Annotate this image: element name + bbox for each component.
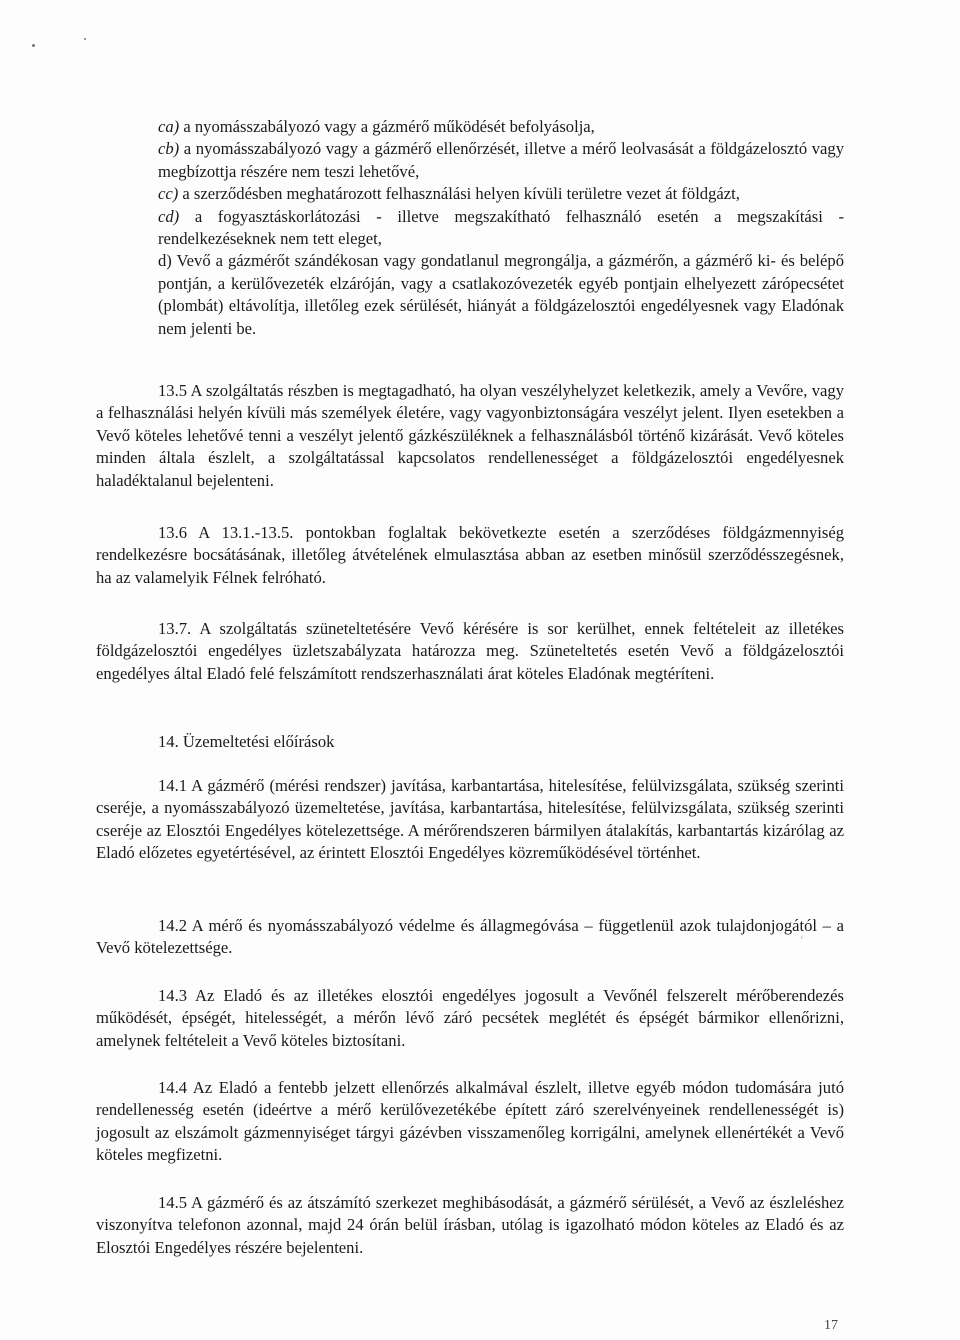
list-item-text: Vevő a gázmérőt szándékosan vagy gondatlanul megrongálja, a gázmérőn, a gázmérő ki- és belépő pontján, a kerülővezeték elzáróján, vagy a csatlakozóvezeték egyéb pontjain elhelyezett zárópecsétet (plombát) eltávolítja, illetőleg ezek sérülését, hiányát a földgázelosztói engedélyesnek vagy Eladónak nem jelenti be.: [158, 251, 844, 338]
list-item: [158, 138, 844, 183]
paragraph-text: 14.1 A gázmérő (mérési rendszer) javítása, karbantartása, hitelesítése, felülvizsgálata, szükség szerinti cseréje, a nyomásszabályozó üzemeltetése, javítása, karbantartása, hitelesítése, felülvizsgálata, szükség szerinti cseréje az Elosztói Engedélyes kötelezettsége. A mérőrendszeren bármilyen átalakítás, karbantartás kizárólag az Eladó előzetes egyetértésével, az érintett Elosztói Engedélyes közreműködésével történhet.: [96, 776, 844, 863]
paragraph-text: 13.6 A 13.1.-13.5. pontokban foglaltak bekövetkezte esetén a szerződéses földgázmennyiség rendelkezésre bocsátásának, illetőleg átvételének elmulasztása abban az esetben minősül szerződésszegésnek, ha az valamelyik Félnek felróható.: [96, 523, 844, 587]
list-item: [158, 206, 844, 251]
scan-speck: [84, 38, 86, 40]
list-item-text: a szerződésben meghatározott felhasználási helyen kívüli területre vezet át földgázt,: [178, 184, 740, 204]
list-marker: cd): [158, 206, 180, 226]
scan-mark: ʿ: [800, 935, 804, 947]
scan-speck: [32, 44, 35, 47]
list-item-text: a nyomásszabályozó vagy a gázmérő ellenőrzését, illetve a mérő leolvasását a földgázelosztó vagy megbízottja részére nem teszi lehetővé,: [158, 139, 844, 181]
list-marker: d): [158, 251, 172, 271]
paragraph-13-5: [96, 380, 844, 492]
condition-list: [158, 116, 844, 340]
paragraph-text: 14.3 Az Eladó és az illetékes elosztói engedélyes jogosult a Vevőnél felszerelt mérőberendezés működését, épségét, hitelességét, a mérőn lévő záró pecsétek meglétét és épségét bármikor ellenőrizni, amelynek feltételeit a Vevő köteles biztosítani.: [96, 986, 844, 1050]
paragraph-14-3: [96, 985, 844, 1052]
paragraph-text: 14.5 A gázmérő és az átszámító szerkezet meghibásodását, a gázmérő sérülését, a Vevő az észleléshez viszonyítva telefonon azonnal, majd 24 órán belül írásban, utólag is igazolható módon köteles az Eladó és az Elosztói Engedélyes részére bejelenteni.: [96, 1193, 844, 1257]
paragraph-text: 13.7. A szolgáltatás szüneteltetésére Vevő kérésére is sor kerülhet, ennek feltételeit az illetékes földgázelosztói engedélyes üzletszabályzata határozza meg. Szüneteltetés esetén Vevő a földgázelosztói engedélyes által Eladó felé felszámított rendszerhasználati árat köteles Eladónak megtéríteni.: [96, 619, 844, 683]
list-item: [158, 116, 844, 138]
paragraph-text: 14.2 A mérő és nyomásszabályozó védelme és állagmegóvása – függetlenül azok tulajdonjogától – a Vevő kötelezettsége.: [96, 916, 844, 958]
paragraph-text: 13.5 A szolgáltatás részben is megtagadható, ha olyan veszélyhelyzet keletkezik, amely a Vevőre, vagy a felhasználási helyén kívüli más személyek életére, vagy vagyonbiztonságára veszélyt jelent. Ilyen esetekben a Vevő köteles lehetővé tenni a veszélyt jelentő gázkészüléknek a felhasználásból történő kizárását. Vevő köteles minden általa észlelt, a szolgáltatással kapcsolatos rendellenességet a földgázelosztói engedélyesnek haladéktalanul bejelenteni.: [96, 381, 844, 490]
list-item: [158, 250, 844, 340]
list-item-text: a nyomásszabályozó vagy a gázmérő működését befolyásolja,: [179, 117, 595, 136]
paragraph-13-6: [96, 522, 844, 589]
paragraph-14-1: [96, 775, 844, 865]
paragraph-14-5: [96, 1192, 844, 1259]
paragraph-14-4: [96, 1077, 844, 1167]
list-marker: cb): [158, 139, 180, 159]
list-marker: ca): [158, 117, 180, 136]
list-item-text: a fogyasztáskorlátozási - illetve megszakítható felhasználó esetén a megszakítási - rendelkezéseknek nem tett eleget,: [158, 206, 844, 249]
list-item: [158, 183, 844, 205]
list-marker: cc): [158, 184, 179, 204]
section-heading: 14. Üzemeltetési előírások: [158, 732, 335, 751]
paragraph-13-7: [96, 618, 844, 685]
paragraph-text: 14.4 Az Eladó a fentebb jelzett ellenőrzés alkalmával észlelt, illetve egyéb módon tudomására jutó rendellenesség esetén (ideértve a mérő kerülővezetékébe épített záró szerelvényeinek rendellenességét is) jogosult az elszámolt gázmennyiséget tárgyi gázévben visszamenőleg korrigálni, amelynek ellenértékét a Vevő köteles megfizetni.: [96, 1078, 844, 1165]
paragraph-14-2: [96, 915, 844, 960]
page-number: 17: [824, 1318, 838, 1333]
